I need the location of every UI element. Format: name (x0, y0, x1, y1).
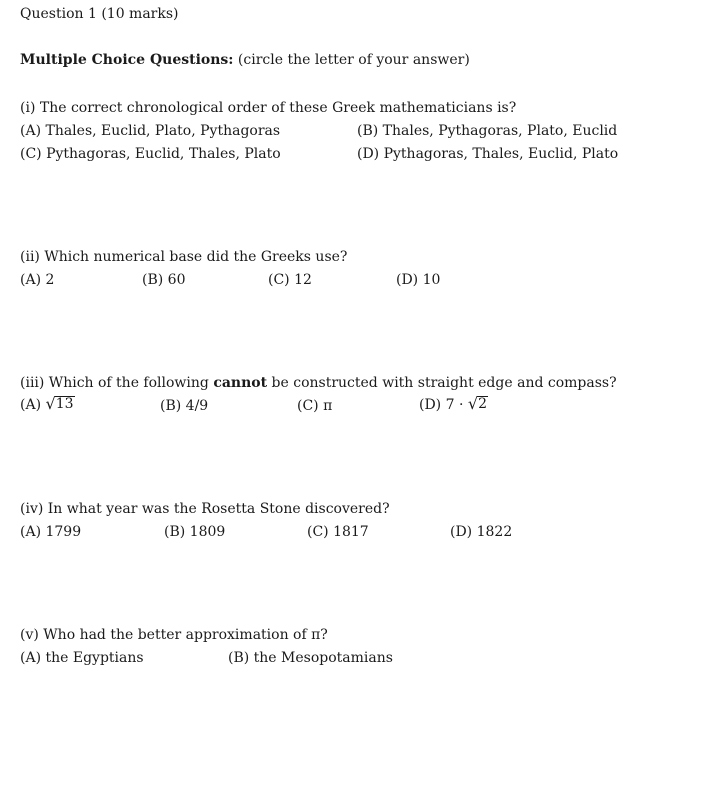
question-i-option-d[interactable]: (D) Pythagoras, Thales, Euclid, Plato (357, 146, 619, 162)
mcq-heading: Multiple Choice Questions: (20, 52, 234, 68)
question-ii-option-d[interactable]: (D) 10 (396, 272, 441, 288)
question-i-option-c[interactable]: (C) Pythagoras, Euclid, Thales, Plato (20, 146, 281, 162)
question-ii-option-c[interactable]: (C) 12 (268, 272, 312, 288)
question-iii-option-d-radicand: 2 (478, 396, 487, 412)
question-iii-stem (20, 376, 617, 390)
question-v-option-a[interactable]: (A) the Egyptians (20, 650, 144, 666)
question-iv-option-a[interactable]: (A) 1799 (20, 524, 82, 540)
question-ii-option-a[interactable]: (A) 2 (20, 272, 55, 288)
question-iv-option-b[interactable]: (B) 1809 (164, 524, 226, 540)
question-iii-option-b[interactable]: (B) 4/9 (160, 398, 209, 414)
question-iii-stem-emphasis: cannot (213, 375, 268, 391)
question-v-option-b[interactable]: (B) the Mesopotamians (228, 650, 393, 666)
question-iii-option-a-radicand: 13 (55, 396, 74, 412)
question-iii-option-a-label: (A) (20, 397, 42, 413)
sqrt-symbol: √ 13 (45, 394, 74, 413)
mcq-instruction: (circle the letter of your answer) (237, 52, 470, 68)
question-i-option-a[interactable]: (A) Thales, Euclid, Plato, Pythagoras (20, 123, 281, 139)
question-i-stem: (i) The correct chronological order of these Greek mathematicians is? (20, 100, 517, 116)
question-iii-stem-before: (iii) Which of the following (20, 375, 214, 391)
question-iv-option-d[interactable]: (D) 1822 (450, 524, 513, 540)
question-iii-option-d[interactable] (419, 396, 488, 412)
question-iv-stem: (iv) In what year was the Rosetta Stone discovered? (20, 501, 390, 517)
question-iv-option-c[interactable]: (C) 1817 (307, 524, 369, 540)
question-v-stem: (v) Who had the better approximation of π? (20, 627, 328, 643)
question-ii-stem: (ii) Which numerical base did the Greeks use? (20, 249, 348, 265)
question-iii-option-c[interactable]: (C) π (297, 398, 333, 414)
question-iii-option-a[interactable] (20, 396, 75, 412)
question-i-option-b[interactable]: (B) Thales, Pythagoras, Plato, Euclid (357, 123, 618, 139)
question-title: Question 1 (10 marks) (20, 6, 179, 22)
question-iii-option-d-label: (D) 7 · (419, 397, 464, 413)
sqrt-symbol: √ 2 (467, 394, 487, 413)
question-iii-stem-after: be constructed with straight edge and compass? (267, 375, 617, 391)
question-ii-option-b[interactable]: (B) 60 (142, 272, 186, 288)
mcq-heading-line (20, 53, 470, 67)
